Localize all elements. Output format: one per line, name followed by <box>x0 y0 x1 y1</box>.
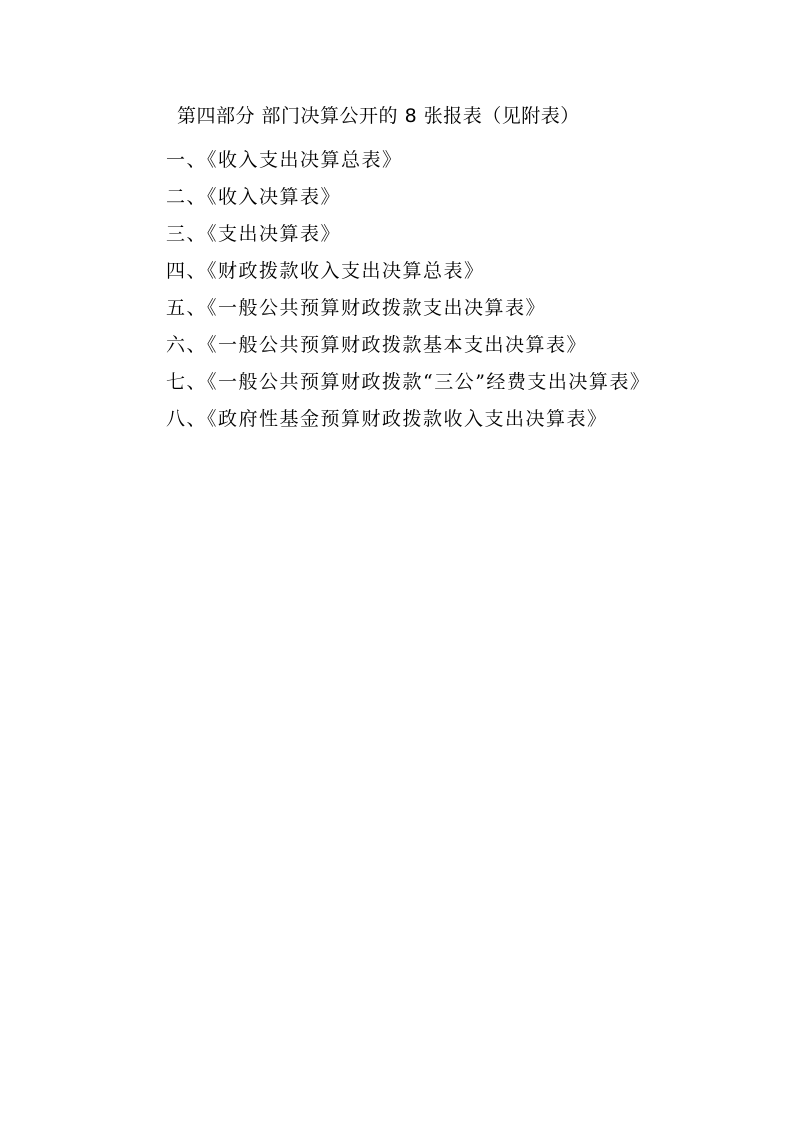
list-item: 七、《一般公共预算财政拨款“三公”经费支出决算表》 <box>166 371 651 393</box>
list-item: 五、《一般公共预算财政拨款支出决算表》 <box>166 297 547 319</box>
list-item: 一、《收入支出决算总表》 <box>166 149 403 171</box>
list-item: 六、《一般公共预算财政拨款基本支出决算表》 <box>166 334 588 356</box>
list-item: 八、《政府性基金预算财政拨款收入支出决算表》 <box>166 408 608 430</box>
section-heading: 第四部分 部门决算公开的 8 张报表（见附表） <box>177 105 580 127</box>
list-item: 二、《收入决算表》 <box>166 186 342 208</box>
list-item: 三、《支出决算表》 <box>166 223 342 245</box>
report-list <box>166 142 650 438</box>
list-item: 四、《财政拨款收入支出决算总表》 <box>166 260 485 282</box>
